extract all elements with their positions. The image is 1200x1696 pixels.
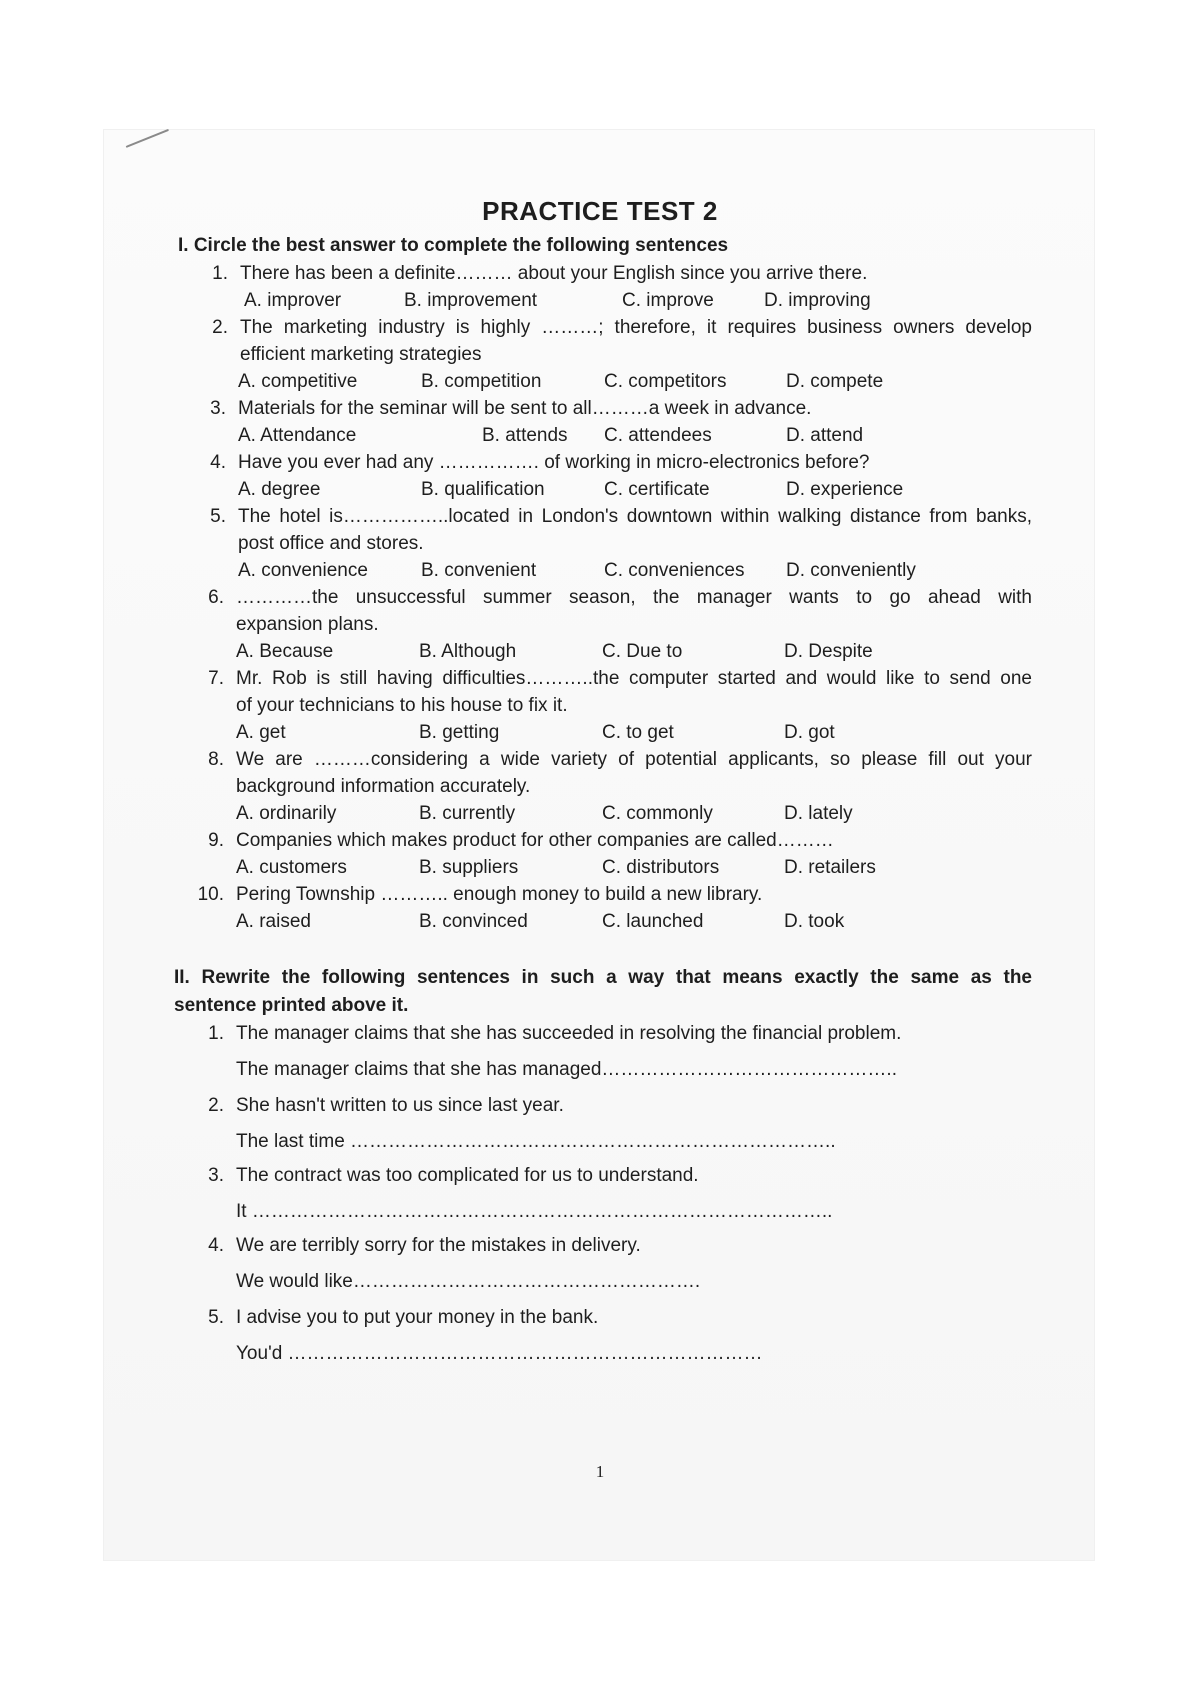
answer-option-a[interactable]: A. Because (236, 641, 334, 662)
question-text: We are ………considering a wide variety of potential applicants, so please fill out your (236, 749, 1032, 770)
answer-option-a[interactable]: A. customers (236, 857, 347, 878)
answer-option-b[interactable]: B. getting (419, 722, 500, 743)
rewrite-answer-prompt[interactable]: The manager claims that she has managed……………………………………….. (236, 1059, 897, 1080)
answer-option-c[interactable]: C. conveniences (604, 560, 745, 581)
rewrite-answer-prompt[interactable]: It ……………………………………………………………………………….. (236, 1201, 833, 1222)
answer-option-b[interactable]: B. attends (482, 425, 568, 446)
answer-option-a[interactable]: A. degree (238, 479, 321, 500)
answer-option-a[interactable]: A. Attendance (238, 425, 357, 446)
answer-option-a[interactable]: A. convenience (238, 560, 368, 581)
answer-option-b[interactable]: B. currently (419, 803, 516, 824)
answer-option-d[interactable]: D. got (784, 722, 835, 743)
answer-option-b[interactable]: B. competition (421, 371, 542, 392)
answer-option-b[interactable]: B. qualification (421, 479, 545, 500)
question-number: 10. (197, 884, 224, 905)
answer-option-b[interactable]: B. Although (419, 641, 517, 662)
section-2-heading-line2: sentence printed above it. (174, 995, 409, 1016)
question-text: background information accurately. (236, 776, 531, 797)
question-number: 4. (210, 452, 226, 473)
question-text: The hotel is……………..located in London's downtown within walking distance from banks, (238, 506, 1032, 527)
answer-option-c[interactable]: C. competitors (604, 371, 727, 392)
question-text: expansion plans. (236, 614, 379, 635)
answer-option-a[interactable]: A. get (236, 722, 286, 743)
page-title: PRACTICE TEST 2 (482, 196, 718, 226)
answer-option-d[interactable]: D. retailers (784, 857, 876, 878)
answer-option-d[interactable]: D. improving (764, 290, 871, 311)
rewrite-number: 4. (208, 1235, 224, 1256)
answer-option-a[interactable]: A. competitive (238, 371, 358, 392)
answer-option-b[interactable]: B. improvement (404, 290, 538, 311)
question-text: Companies which makes product for other companies are called……… (236, 830, 834, 851)
question-text: efficient marketing strategies (240, 344, 482, 365)
answer-option-c[interactable]: C. launched (602, 911, 704, 932)
answer-option-d[interactable]: D. attend (786, 425, 864, 446)
question-text: Have you ever had any ……………. of working in micro-electronics before? (238, 452, 870, 473)
question-text: …………the unsuccessful summer season, the manager wants to go ahead with (236, 587, 1032, 608)
rewrite-number: 1. (208, 1023, 224, 1044)
question-number: 5. (210, 506, 226, 527)
rewrite-number: 2. (208, 1095, 224, 1116)
question-number: 1. (212, 263, 228, 284)
question-number: 3. (210, 398, 226, 419)
answer-option-c[interactable]: C. distributors (602, 857, 720, 878)
answer-option-d[interactable]: D. Despite (784, 641, 873, 662)
answer-option-b[interactable]: B. suppliers (419, 857, 519, 878)
rewrite-sentence: She hasn't written to us since last year. (236, 1095, 564, 1116)
question-number: 8. (208, 749, 224, 770)
rewrite-answer-prompt[interactable]: You'd ………………………………………………………………… (236, 1343, 763, 1364)
answer-option-a[interactable]: A. ordinarily (236, 803, 337, 824)
rewrite-sentence: I advise you to put your money in the bank. (236, 1307, 599, 1328)
rewrite-number: 5. (208, 1307, 224, 1328)
question-number: 2. (212, 317, 228, 338)
question-text: of your technicians to his house to fix it. (236, 695, 568, 716)
rewrite-number: 3. (208, 1165, 224, 1186)
rewrite-answer-prompt[interactable]: The last time ………………………………………………………………….. (236, 1131, 836, 1152)
rewrite-sentence: We are terribly sorry for the mistakes in delivery. (236, 1235, 641, 1256)
question-text: Pering Township ……….. enough money to build a new library. (236, 884, 763, 905)
answer-option-c[interactable]: C. attendees (604, 425, 712, 446)
answer-option-c[interactable]: C. improve (622, 290, 714, 311)
answer-option-a[interactable]: A. improver (244, 290, 342, 311)
rewrite-answer-prompt[interactable]: We would like………………………………………………. (236, 1271, 701, 1292)
question-text: The marketing industry is highly ………; therefore, it requires business owners develop (240, 317, 1032, 338)
question-text: There has been a definite……… about your English since you arrive there. (240, 263, 868, 284)
rewrite-sentence: The manager claims that she has succeeded in resolving the financial problem. (236, 1023, 902, 1044)
answer-option-a[interactable]: A. raised (236, 911, 311, 932)
question-number: 6. (208, 587, 224, 608)
section-1-heading: I. Circle the best answer to complete the following sentences (178, 235, 729, 256)
answer-option-c[interactable]: C. commonly (602, 803, 713, 824)
question-text: Materials for the seminar will be sent to all………a week in advance. (238, 398, 812, 419)
question-text: post office and stores. (238, 533, 424, 554)
answer-option-d[interactable]: D. conveniently (786, 560, 916, 581)
answer-option-c[interactable]: C. to get (602, 722, 674, 743)
question-number: 9. (208, 830, 224, 851)
answer-option-d[interactable]: D. experience (786, 479, 904, 500)
question-text: Mr. Rob is still having difficulties………..the computer started and would like to send one (236, 668, 1032, 689)
answer-option-d[interactable]: D. took (784, 911, 845, 932)
answer-option-b[interactable]: B. convinced (419, 911, 528, 932)
answer-option-d[interactable]: D. lately (784, 803, 853, 824)
answer-option-d[interactable]: D. compete (786, 371, 884, 392)
question-number: 7. (208, 668, 224, 689)
rewrite-sentence: The contract was too complicated for us to understand. (236, 1165, 699, 1186)
answer-option-c[interactable]: C. certificate (604, 479, 710, 500)
page-number: 1 (595, 1462, 605, 1481)
answer-option-b[interactable]: B. convenient (421, 560, 537, 581)
answer-option-c[interactable]: C. Due to (602, 641, 683, 662)
section-2-heading-line1: II. Rewrite the following sentences in such a way that means exactly the same as the (174, 967, 1032, 988)
